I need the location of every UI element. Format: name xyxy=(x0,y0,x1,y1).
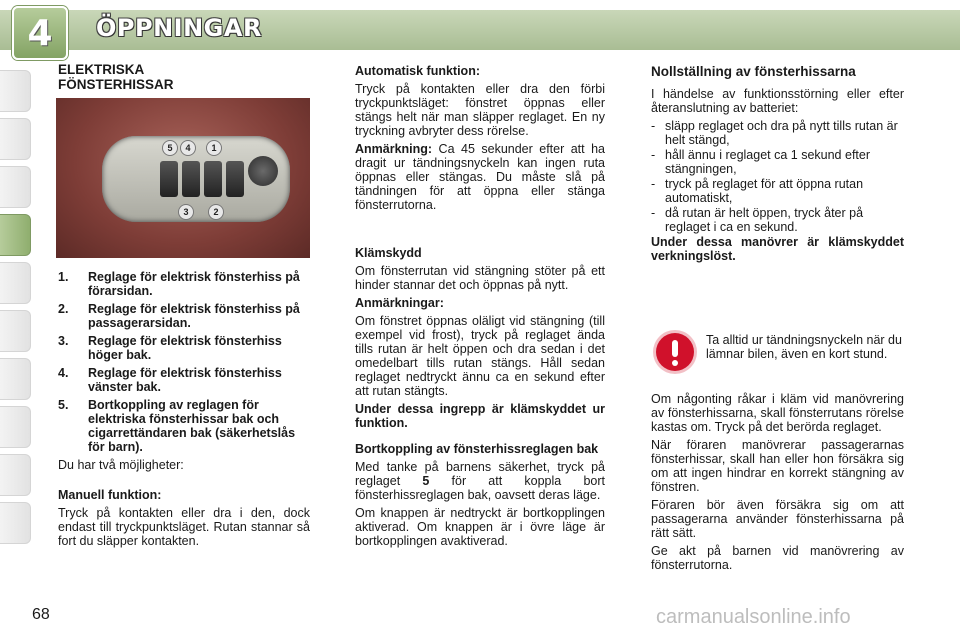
disable-heading: Bortkoppling av fönsterhissreglagen bak xyxy=(355,442,599,456)
watermark: carmanualsonline.info xyxy=(656,606,851,628)
disable-paragraph: Med tanke på barnens säkerhet, tryck på reglaget 5 för att koppla bort fönsterhissreglagen bak, oavsett deras läge. xyxy=(355,460,605,502)
auto-text: Tryck på kontakten eller dra den förbi tryckpunktsläget: fönstret öppnas eller stängs helt när man släpper reglaget. En ny tryckning avbryter dess rörelse. xyxy=(355,82,605,138)
label-3: 3 xyxy=(178,204,194,220)
switch-passenger xyxy=(226,161,244,197)
reset-heading: Nollställning av fönsterhissarna xyxy=(651,64,856,79)
warning-text: Ta alltid ur tändningsnyckeln när du lämnar bilen, även en kort stund. xyxy=(706,333,902,361)
middle-column xyxy=(355,64,605,552)
list-item: 1. Reglage för elektrisk fönsterhiss på förarsidan. xyxy=(58,270,300,298)
disable-control-number: 5 xyxy=(422,474,430,488)
child-lock-button xyxy=(248,156,278,186)
chapter-tab-6[interactable] xyxy=(0,310,31,352)
right-column xyxy=(651,64,904,267)
chapter-tab-5[interactable] xyxy=(0,262,31,304)
chapter-tab-2[interactable] xyxy=(0,118,31,160)
list-item: 2. Reglage för elektrisk fönsterhiss på passagerarsidan. xyxy=(58,302,300,330)
label-2: 2 xyxy=(208,204,224,220)
note-label: Anmärkning: xyxy=(355,142,433,156)
label-1: 1 xyxy=(206,140,222,156)
chapter-tab-4-active[interactable] xyxy=(0,214,31,256)
switch-rear-left xyxy=(182,161,200,197)
chapter-tab-7[interactable] xyxy=(0,358,31,400)
notes-text: Om fönstret öppnas oläligt vid stängning (till exempel vid frost), tryck på reglaget ända tills rutan är helt öppen och dra sedan i det omedelbart tills rutan stängs. Håll sedan reglaget nedtryckt ännu ca en sekund efter att rutan stängts. xyxy=(355,314,605,398)
page-header xyxy=(0,0,960,60)
list-item: - tryck på reglaget för att öppna rutan automatiskt, xyxy=(651,177,864,205)
section-title-line1: ELEKTRISKA xyxy=(58,62,145,77)
reset-warning: Under dessa manövrer är klämskyddet verkningslöst. xyxy=(651,235,904,263)
warning-icon xyxy=(656,333,694,371)
chapter-tab-3[interactable] xyxy=(0,166,31,208)
reset-intro: I händelse av funktionsstörning eller efter återanslutning av batteriet: xyxy=(651,87,904,115)
chapter-tab-9[interactable] xyxy=(0,454,31,496)
note-paragraph xyxy=(355,142,605,212)
pinch-warning: Om någonting råkar i kläm vid manövrering av fönsterhissarna, skall fönsterrutans rörelse kastas om. Tryck på det berörda reglaget. xyxy=(651,392,904,434)
label-4: 4 xyxy=(180,140,196,156)
left-column xyxy=(58,62,310,92)
left-column-body xyxy=(58,270,310,552)
list-item: - släpp reglaget och dra på nytt tills rutan är helt stängd, xyxy=(651,119,898,147)
intro-text: Du har två möjligheter: xyxy=(58,458,184,472)
control-list xyxy=(58,270,310,454)
driver-warning: När föraren manövrerar passagerarnas fönsterhissar, skall han eller hon försäkra sig om att ingen hindrar en korrekt stängning av fönstren. xyxy=(651,438,904,494)
note-text: Ca 45 sekunder efter att ha dragit ur tändningsnyckeln kan ingen ruta öppnas eller stängas. Du måste slå på tändningen för att öppna eller stänga fönsterrutorna. xyxy=(355,142,605,212)
manual-heading: Manuell funktion: xyxy=(58,488,162,502)
chapter-tab-10[interactable] xyxy=(0,502,31,544)
chapter-number: 4 xyxy=(27,12,53,54)
list-item: - då rutan är helt öppen, tryck åter på reglaget i ca en sekund. xyxy=(651,206,864,234)
warning-box xyxy=(706,333,904,365)
switch-driver xyxy=(204,161,222,197)
section-title-line2: FÖNSTERHISSAR xyxy=(58,77,174,92)
pinch-text: Om fönsterrutan vid stängning stöter på ett hinder stannar det och öppnas på nytt. xyxy=(355,264,605,292)
right-column-lower xyxy=(651,392,904,576)
list-item: 3. Reglage för elektrisk fönsterhiss höger bak. xyxy=(58,334,282,362)
reset-steps xyxy=(651,119,904,234)
chapter-title: ÖPPNINGAR xyxy=(96,14,262,42)
label-5: 5 xyxy=(162,140,178,156)
auto-heading: Automatisk funktion: xyxy=(355,64,480,78)
chapter-tab-1[interactable] xyxy=(0,70,31,112)
manual-text: Tryck på kontakten eller dra i den, dock endast till tryckpunktsläget. Rutan stannar så fort du släpper kontakten. xyxy=(58,506,310,548)
chapter-badge xyxy=(12,6,68,60)
switch-rear-right xyxy=(160,161,178,197)
care-text: Ge akt på barnen vid manövrering av fönsterrutorna. xyxy=(651,544,904,572)
notes-heading: Anmärkningar: xyxy=(355,296,444,310)
disable-text-2: Om knappen är nedtryckt är bortkopplingen aktiverad. Om knappen är i övre läge är bortkopplingen avaktiverad. xyxy=(355,506,605,548)
page-number: 68 xyxy=(32,606,50,623)
pinch-disabled-warning: Under dessa ingrepp är klämskyddet ur funktion. xyxy=(355,402,605,430)
pinch-heading: Klämskydd xyxy=(355,246,422,260)
window-switch-photo xyxy=(56,98,310,258)
chapter-tab-8[interactable] xyxy=(0,406,31,448)
switch-panel xyxy=(102,136,290,222)
list-item: 5. Bortkoppling av reglagen för elektriska fönsterhissar bak och cigarrettändaren bak (säkerhetslås för barn). xyxy=(58,398,296,454)
list-item: - håll ännu i reglaget ca 1 sekund efter stängningen, xyxy=(651,148,870,176)
child-warning: Föraren bör även försäkra sig om att passagerarna använder fönsterhissarna på rätt sätt. xyxy=(651,498,904,540)
list-item: 4. Reglage för elektrisk fönsterhiss vänster bak. xyxy=(58,366,282,394)
